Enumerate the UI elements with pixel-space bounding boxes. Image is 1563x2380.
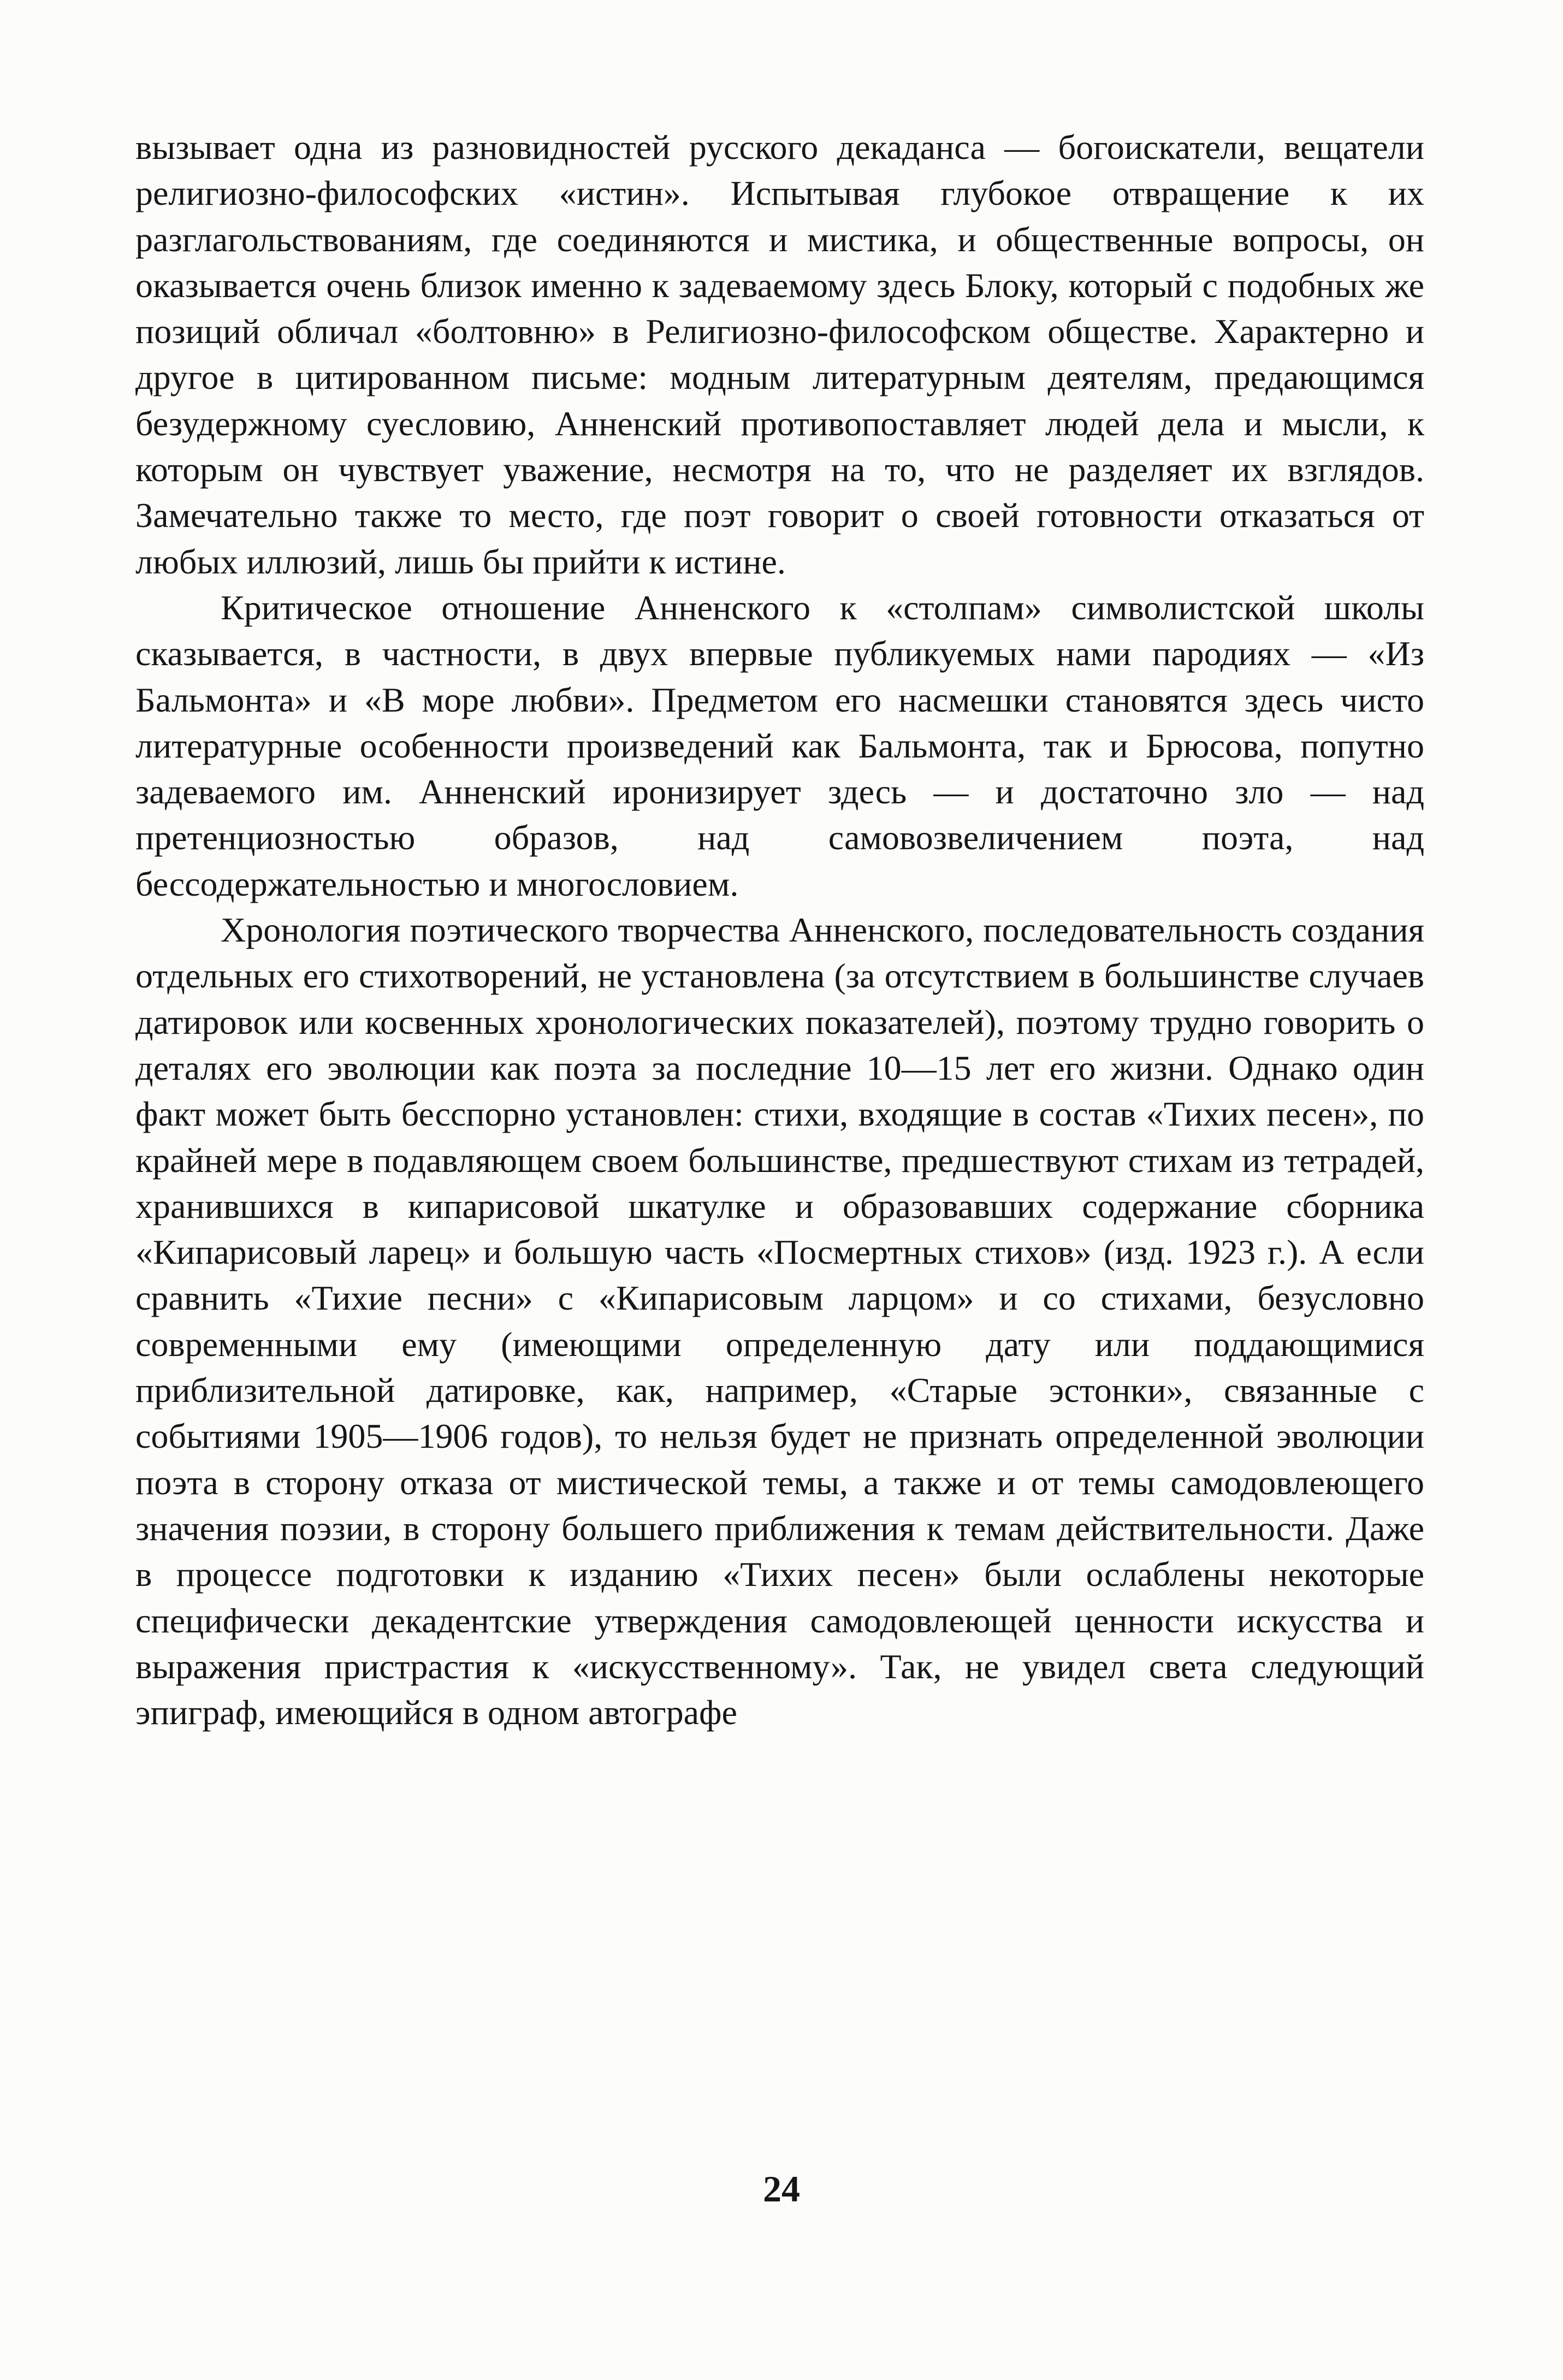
body-text [135,125,1424,1736]
paragraph-2: Критическое отношение Анненского к «столпам» символистской школы сказывается, в частности, в двух впервые публикуемых нами пародиях — «Из Бальмонта» и «В море любви». Предметом его насмешки становятся здесь чисто литературные особенности произведений как Бальмонта, так и Брюсова, попутно задеваемого им. Анненский иронизирует здесь — и достаточно зло — над претенциозностью образов, над самовозвеличением поэта, над бессодержательностью и многословием. [135,588,1424,903]
page-number: 24 [763,2168,800,2210]
paragraph-3: Хронология поэтического творчества Анненского, последовательность создания отдельных его стихотворений, не установлена (за отсутствием в большинстве случаев датировок или косвенных хронологических показателей), поэтому трудно говорить о деталях его эволюции как поэта за последние 10—15 лет его жизни. Однако один факт может быть бесспорно установлен: стихи, входящие в состав «Тихих песен», по крайней мере в подавляющем своем большинстве, предшествуют стихам из тетрадей, хранившихся в кипарисовой шкатулке и образовавших содержание сборника «Кипарисовый ларец» и большую часть «Посмертных стихов» (изд. 1923 г.). А если сравнить «Тихие песни» с «Кипарисовым ларцом» и со стихами, безусловно современными ему (имеющими определенную дату или поддающимися приблизительной датировке, как, например, «Старые эстонки», связанные с событиями 1905—1906 годов), то нельзя будет не признать определенной эволюции поэта в сторону отказа от мистической темы, а также и от темы самодовлеющего значения поэзии, в сторону большего приближения к темам действительности. Даже в процессе подготовки к изданию «Тихих песен» были ослаблены некоторые специфически декадентские утверждения самодовлеющей ценности искусства и выражения пристрастия к «искусственному». Так, не увидел света следующий эпиграф, имеющийся в одном автографе [135,910,1424,1732]
paragraph-1: вызывает одна из разновидностей русского декаданса — богоискатели, вещатели религиозно-философских «истин». Испытывая глубокое отвращение к их разглагольствованиям, где соединяются и мистика, и общественные вопросы, он оказывается очень близок именно к задеваемому здесь Блоку, который с подобных же позиций обличал «болтовню» в Религиозно-философском обществе. Характерно и другое в цитированном письме: модным литературным деятелям, предающимся безудержному суесловию, Анненский противопоставляет людей дела и мысли, к которым он чувствует уважение, несмотря на то, что не разделяет их взглядов. Замечательно также то место, где поэт говорит о своей готовности отказаться от любых иллюзий, лишь бы прийти к истине. [135,128,1424,581]
